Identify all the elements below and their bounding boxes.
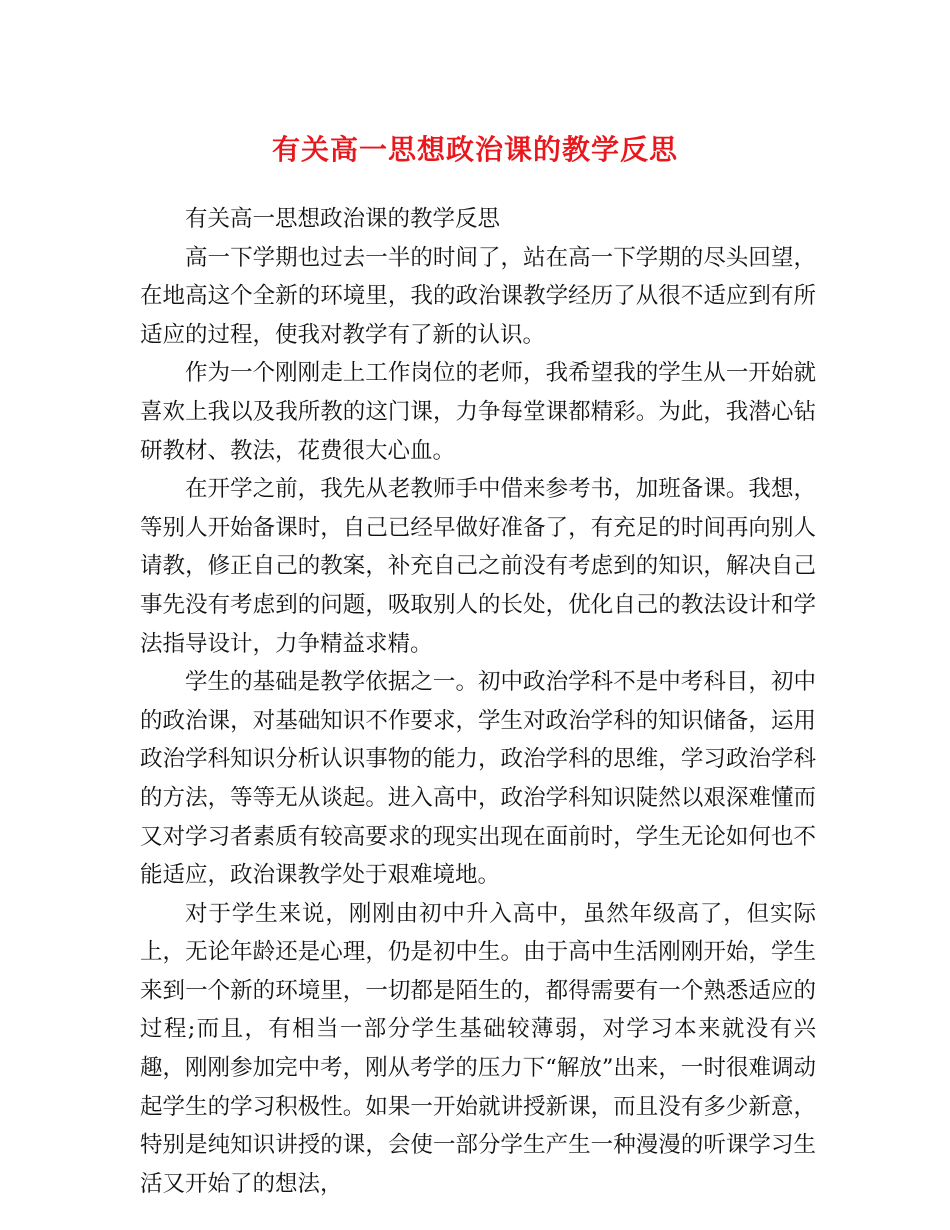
paragraph-5: 对于学生来说，刚刚由初中升入高中，虽然年级高了，但实际上，无论年龄还是心理，仍是初中生。由于高中生活刚刚开始，学生来到一个新的环境里，一切都是陌生的，都得需要有一个熟悉适应的过程;而且，有相当一部分学生基础较薄弱，对学习本来就没有兴趣，刚刚参加完中考，刚从考学的压力下“解放”出来，一时很难调动起学生的学习积极性。如果一开始就讲授新课，而且没有多少新意，特别是纯知识讲授的课，会使一部分学生产生一种漫漫的听课学习生活又开始了的想法， <box>140 900 816 1197</box>
paragraph-4: 学生的基础是教学依据之一。初中政治学科不是中考科目，初中的政治课，对基础知识不作要求，学生对政治学科的知识储备，运用政治学科知识分析认识事物的能力，政治学科的思维，学习政治学科的方法，等等无从谈起。进入高中，政治学科知识陡然以艰深难懂而又对学习者素质有较高要求的现实出现在面前时，学生无论如何也不能适应，政治课教学处于艰难境地。 <box>140 669 816 889</box>
paragraph-subtitle: 有关高一思想政治课的教学反思 <box>185 206 501 232</box>
document-body <box>140 200 816 1203</box>
document-title: 有关高一思想政治课的教学反思 <box>271 133 678 166</box>
paragraph-3: 在开学之前，我先从老教师手中借来参考书，加班备课。我想，等别人开始备课时，自己已经早做好准备了，有充足的时间再向别人请教，修正自己的教案，补充自己之前没有考虑到的知识，解决自己事先没有考虑到的问题，吸取别人的长处，优化自己的教法设计和学法指导设计，力争精益求精。 <box>140 476 816 657</box>
paragraph-2: 作为一个刚刚走上工作岗位的老师，我希望我的学生从一开始就喜欢上我以及我所教的这门课，力争每堂课都精彩。为此，我潜心钻研教材、教法，花费很大心血。 <box>140 360 816 464</box>
paragraph-1: 高一下学期也过去一半的时间了，站在高一下学期的尽头回望，在地高这个全新的环境里，我的政治课教学经历了从很不适应到有所适应的过程，使我对教学有了新的认识。 <box>140 244 816 348</box>
